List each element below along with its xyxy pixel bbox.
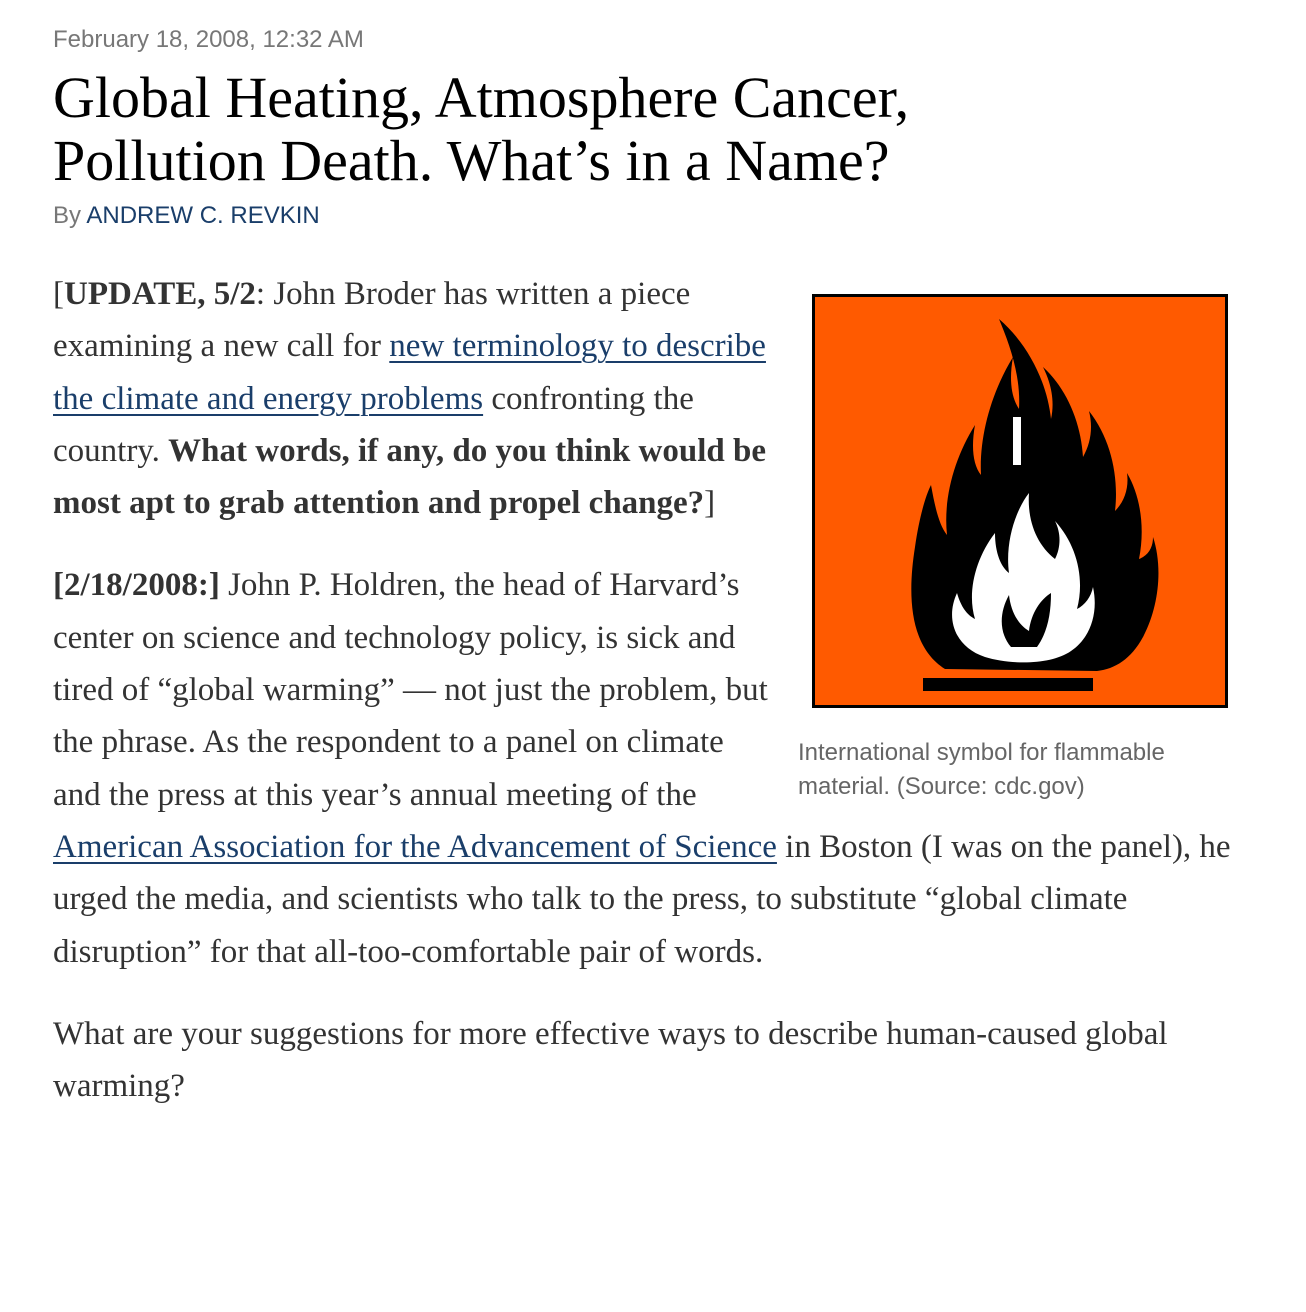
article-byline (53, 200, 1268, 232)
closing-paragraph: What are your suggestions for more effective ways to describe human-caused global warming? (53, 1015, 1168, 1105)
flammable-symbol-icon (812, 294, 1228, 708)
update-text-2: confronting the country. (53, 380, 694, 469)
main-date-label: [2/18/2008:] (53, 567, 220, 604)
headline-line-2: Pollution Death. What’s in a Name? (53, 128, 890, 193)
headline-line-1: Global Heating, Atmosphere Cancer, (53, 65, 910, 130)
author-link[interactable]: ANDREW C. REVKIN (86, 202, 320, 229)
update-open-bracket: [ (53, 276, 64, 312)
main-text-2: in Boston (I was on the panel), he urged the media, and scientists who talk to the press, to substitute “global climate disruption” for that all-too-comfortable pair of words. (53, 828, 1231, 970)
article-headline (53, 66, 1268, 192)
update-label: UPDATE, 5/2 (64, 276, 256, 312)
byline-prefix: By (53, 202, 87, 229)
update-close-bracket: ] (704, 485, 716, 522)
article-figure (798, 294, 1268, 804)
article (53, 24, 1268, 1142)
update-text-1: : John Broder has written a piece examining a new call for (53, 276, 691, 365)
main-text-1: John P. Holdren, the head of Harvard’s center on science and technology policy, is sick and tired of “global warming” — not just the problem, but the phrase. As the respondent to a panel on climate and the press at this year’s annual meeting of the (53, 567, 768, 813)
aaas-link[interactable]: American Association for the Advancement of Science (53, 828, 777, 865)
article-dateline: February 18, 2008, 12:32 AM (53, 26, 364, 53)
article-body (53, 268, 1268, 1112)
new-terminology-link[interactable]: new terminology to describe the climate and energy problems (53, 328, 766, 417)
figure-caption: International symbol for flammable material. (Source: cdc.gov) (798, 739, 1165, 800)
update-question: What words, if any, do you think would be most apt to grab attention and propel change? (53, 432, 767, 522)
